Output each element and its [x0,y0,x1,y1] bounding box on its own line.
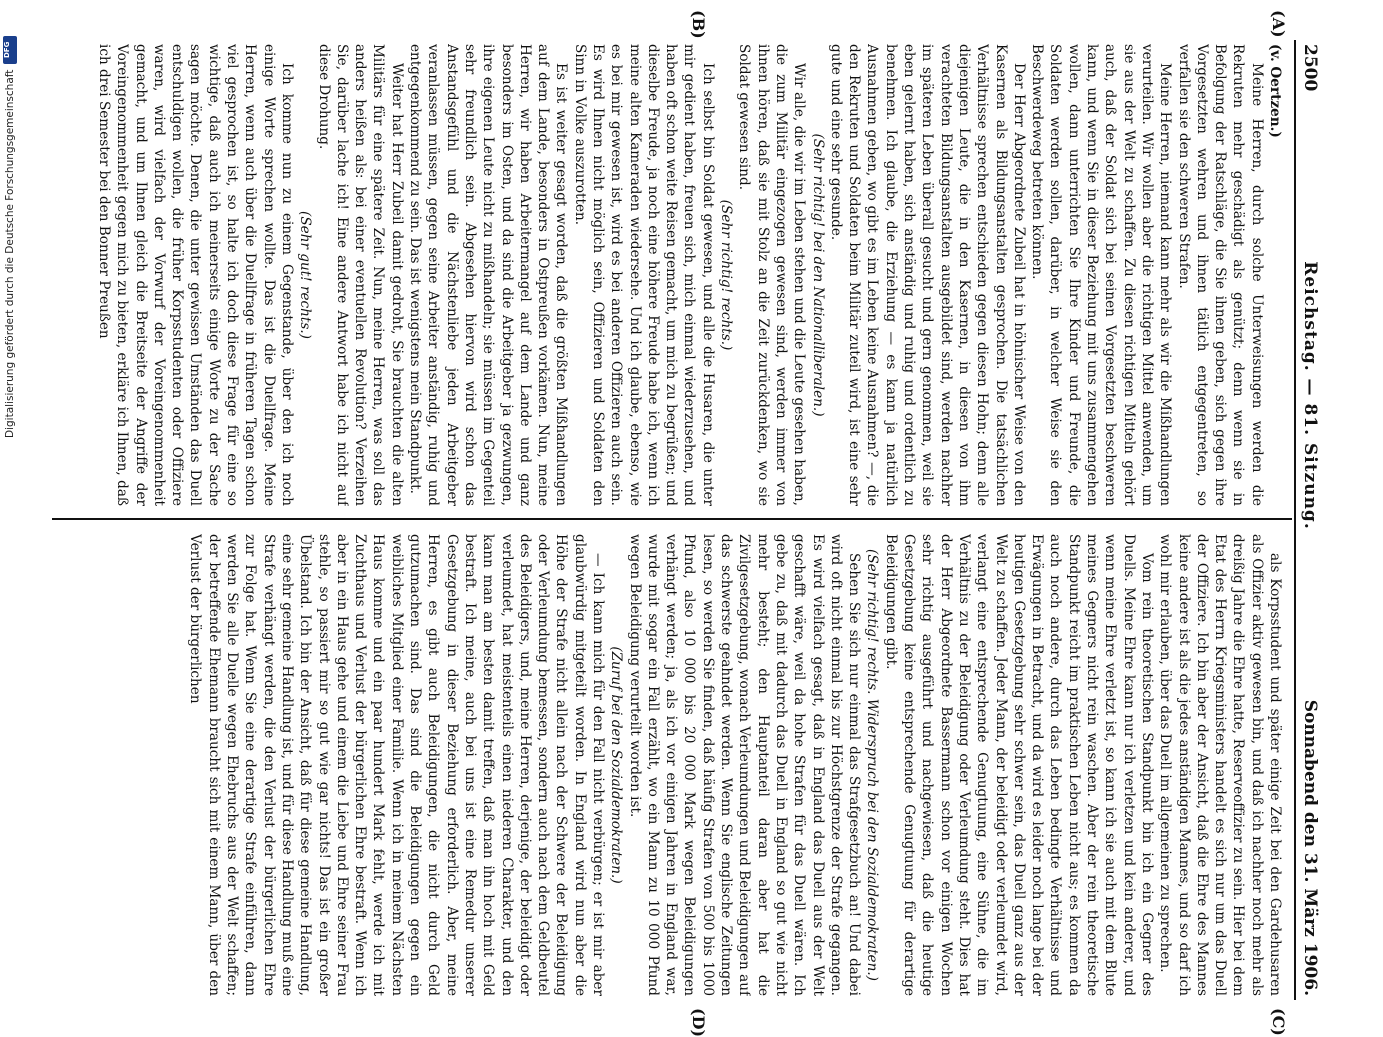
paragraph: Sehen Sie sich nur einmal das Strafgesetzbuch an! Und dabei wird oft nicht einmal bis zur Höchstgrenze der Strafe gegangen. Es wird vielfach gesagt, daß in England das Duell aus der Welt geschafft wäre, weil da hohe Strafen für das Duell wären. Ich gebe zu, daß mit dadurch das Duell in England so gut wie nicht mehr besteht; den Hauptanteil daran aber hat die Zivilgesetzgebung, wonach Verleumdungen und Beleidigungen auf das schwerste geahndet werden. Wenn Sie englische Zeitungen lesen, so werden Sie finden, daß häufig Strafen von 500 bis 1000 Pfund, also 10 000 bis 20 000 Mark wegen Beleidigungen verhängt werden; ja, als ich vor einigen Jahren in England war, wurde mit sogar ein Fall erzählt, wo ein Mann zu 10 000 Pfund wegen Beleidigung verurteilt worden ist. [626,534,863,996]
column-divider [52,518,1292,520]
interjection: (Sehr richtig! rechts. Widerspruch bei den Sozialdemokraten.) [864,549,881,981]
paragraph: Weiter hat Herr Zubeil damit gedroht, Sie brauchten die alten Militärs für eine spätere Zeit. Nun, meine Herren, was soll das anders heißen als: bei einer eventuellen Revolution? Verzeihen Sie, darüber lache ich! Eine andere Antwort habe ich nicht auf diese Drohung. [315,44,405,506]
speaker-name: (v. Oertzen.) [1267,44,1283,138]
page-header [1294,40,1328,1000]
paragraph: Der Herr Abgeordnete Zubeil hat in höhnischer Weise von den Kasernen als Bildungsanstalten gesprochen. Die tatsächlichen Verhältnisse sprechen entschieden gegen diesen Hohn; denn alle diejenigen Leute, die in den Kasernen, in diesen von ihm verachteten Bildungsanstalten ausgebildet sind, werden nachher im späteren Leben überall gesucht und gern genommen, weil sie eben gelernt haben, sich anständig und ruhig und ordentlich zu benehmen. Ich glaube, die Erziehung — es kann ja natürlich Ausnahmen geben, wo gibt es im Leben keine Ausnahmen? —, die den Rekruten und Soldaten beim Militär zuteil wird, ist eine sehr gute und eine sehr gesunde. [827,44,1027,506]
page-number: 2500 [1300,44,1320,92]
session-date: Sonnabend den 31. März 1906. [1300,699,1320,996]
margin-marker-b: (B) [689,10,708,39]
interjection: (Zuruf bei den Sozialdemokraten.) [608,646,625,884]
right-text-column [54,534,1284,996]
paragraph: Meine Herren, durch solche Unterweisungen werden die Rekruten mehr geschädigt als genützt; denn wenn sie in Befolgung der Ratschläge, die Sie ihnen geben, sich gegen ihre Vorgesetzten wehren und ihnen tätlich entgegentreten, so verfallen sie den schweren Strafen. [1175,44,1265,506]
margin-marker-c: (C) [1269,1008,1288,1036]
margin-marker-d: (D) [689,1008,708,1037]
session-title: Reichstag. — 81. Sitzung. [1300,261,1320,530]
margin-marker-a: (A) [1269,10,1288,38]
paragraph: Ich selbst bin Soldat gewesen, und alle die Husaren, die unter mir gedient haben, freuen sich, mich einmal wiederzusehen, und haben oft schon weite Reisen gemacht, um mich zu begrüßen; und dieselbe Freude, ja noch eine höhere Freude habe ich, wenn ich meine alten Kameraden wiedersehe. Und ich glaube, ebenso, wie es bei mir gewesen ist, wird es bei anderen Offizieren auch sein. Es wird Ihnen nicht möglich sein, Offizieren und Soldaten den Sinn in Volke auszurotten. [571,44,716,506]
digitization-note [2,36,18,966]
interjection: (Sehr richtig! bei den Nationalliberalen.) [809,133,826,417]
interjection: (Sehr gut! rechts.) [297,211,314,339]
paragraph: Meine Herren, niemand kann mehr als wir die Mißhandlungen verurteilen. Wir wollen aber die richtigen Mittel anwenden, um sie aus der Welt zu schaffen. Zu diesen richtigen Mitteln gehört auch, daß der Soldat sich bei seinen Vorgesetzten beschweren kann, und wenn Sie in dieser Beziehung mit uns zusammengehen wollen, dann unterrichten Sie Ihre Kinder und Freunde, die Soldaten werden sollen, darüber, in welcher Weise sie den Beschwerdeweg betreten können. [1029,44,1174,506]
left-text-column [54,44,1284,506]
scanned-page [48,10,1328,1037]
paragraph: — Ich kann mich für den Fall nicht verbürgen; er ist mir aber glaubwürdig mitgeteilt worden. In England wird nun aber die Höhe der Strafe nicht allein nach der Schwere der Beleidigung oder Verleumdung bemessen, sondern auch nach dem Geldbeutel des Beleidigers, und, meine Herren, derjenige, der beleidigt oder verleumdet, hat meistenteils einen niederen Charakter, und den kann man am besten damit treffen, daß man ihn hoch mit Geld bestraft. Ich meine, auch bei uns ist eine Remedur unserer Gesetzgebung in dieser Beziehung erforderlich. Aber, meine Herren, es gibt auch Beleidigungen, die nicht durch Geld gutzumachen sind. Das sind die Beleidigungen gegen ein weibliches Mitglied einer Familie. Wenn ich in meinem Nächsten Haus komme und ein paar hundert Mark fehlt, werde ich mit Zuchthaus und Verlust der bürgerlichen Ehre bestraft. Wenn ich aber in ein Haus gehe und einem die Liebe und Ehre seiner Frau stehle, so passiert mir so gut wie gar nichts! Das ist ein großer Übelstand. Ich bin der Ansicht, daß für diese gemeine Handlung, eine sehr gemeine Handlung ist, und für diese Handlung muß eine Strafe verhängt werden, die den Verlust der bürgerlichen Ehre zur Folge hat. Wenn Sie eine derartige Strafe einführen, dann werden Sie alle Duelle wegen Ehebruchs aus der Welt schaffen; der betreffende Ehemann braucht sich mit einem Mann, über den Verlust der bürgerlichen [187,534,607,996]
paragraph: Ich komme nun zu einem Gegenstande, über den ich noch einige Worte sprechen wollte. Das ist die Duellfrage. Meine Herren, wenn auch über die Duellfrage in früheren Tagen schon viel gesprochen ist, so halte ich doch diese Frage für eine so wichtige, daß auch ich meinerseits einige Worte zu der Sache sagen möchte. Denen, die unter gewissen Umständen das Duell entschuldigen wollen, die früher Korpsstudenten oder Offiziere waren, wird vielfach der Vorwurf der Voreingenommenheit gemacht, und um Ihnen gleich die Breitseite der Angriffe der Voreingenommenheit gegen mich zu bieten, erkläre ich Ihnen, daß ich drei Semester bei den Bonner Preußen [96,44,295,506]
paragraph: Es ist weiter gesagt worden, daß die größten Mißhandlungen auf dem Lande, besonders in Ostpreußen vorkämen. Nun, meine Herren, wir haben Arbeitermangel auf dem Lande und ganz besonders im Osten, und da sind die Arbeitgeber ja gezwungen, ihre eigenen Leute nicht zu mißhandeln; sie müssen im Gegenteil sehr freundlich sein. Abgesehen hiervon wird schon das Anstandsgefühl und die Nächstenliebe jeden Arbeitgeber veranlassen müssen, gegen seine Arbeiter anständig, ruhig und entgegenkommend zu sein. Das ist wenigstens mein Standpunkt. [407,44,570,506]
dfg-logo: DFG [3,36,17,64]
paragraph: Vom rein theoretischen Standpunkt bin ich ein Gegner des Duells. Meine Ehre kann nur ich verletzen und kein anderer, und wenn meine Ehre verletzt ist, so kann ich sie auch mit dem Blute meines Gegners nicht rein waschen. Aber der rein theoretische Standpunkt reicht im praktischen Leben nicht aus; es kommen da auch noch andere, durch das Leben bedingte Verhältnisse und Erwägungen in Betracht, und da wird es leider noch lange bei der heutigen Gesetzgebung sehr schwer sein, das Duell ganz aus der Welt zu schaffen. Jeder Mann, der beleidigt oder verleumdet wird, verlangt eine entsprechende Genugtuung, eine Sühne, die im Verhältnis zu der Beleidigung oder Verleumdung steht. Dies hat der Herr Abgeordnete Bassermann schon vor einigen Wochen sehr richtig ausgeführt und nachgewiesen, daß die heutige Gesetzgebung keine entsprechende Genugtuung für derartige Beleidigungen gibt. [882,534,1155,996]
paragraph: Wir alle, die wir im Leben stehen und die Leute gesehen haben, die zum Militär eingezogen gewesen sind, werden immer von ihnen hören, daß sie mit Stolz an die Zeit zurückdenken, wo sie Soldat gewesen sind. [736,44,808,506]
digitization-note-text: Digitalisierung gefördert durch die Deutsche Forschungsgemeinschaft [4,70,16,439]
paragraph: als Korpsstudent und später einige Zeit bei den Gardehusaren als Offizier aktiv gewesen bin, und daß ich nachher noch mehr als dreißig Jahre die Ehre hatte, Reserveoffizier zu sein. Hier bei dem Etat des Herrn Kriegsministers handelt es sich nur um das Duell der Offiziere. Ich bin aber der Ansicht, daß die Ehre des Mannes keine andere ist als die jedes anständigen Mannes, und so darf ich wohl mir erlauben, über das Duell im allgemeinen zu sprechen. [1157,534,1283,996]
interjection: (Sehr richtig! rechts.) [718,199,735,351]
